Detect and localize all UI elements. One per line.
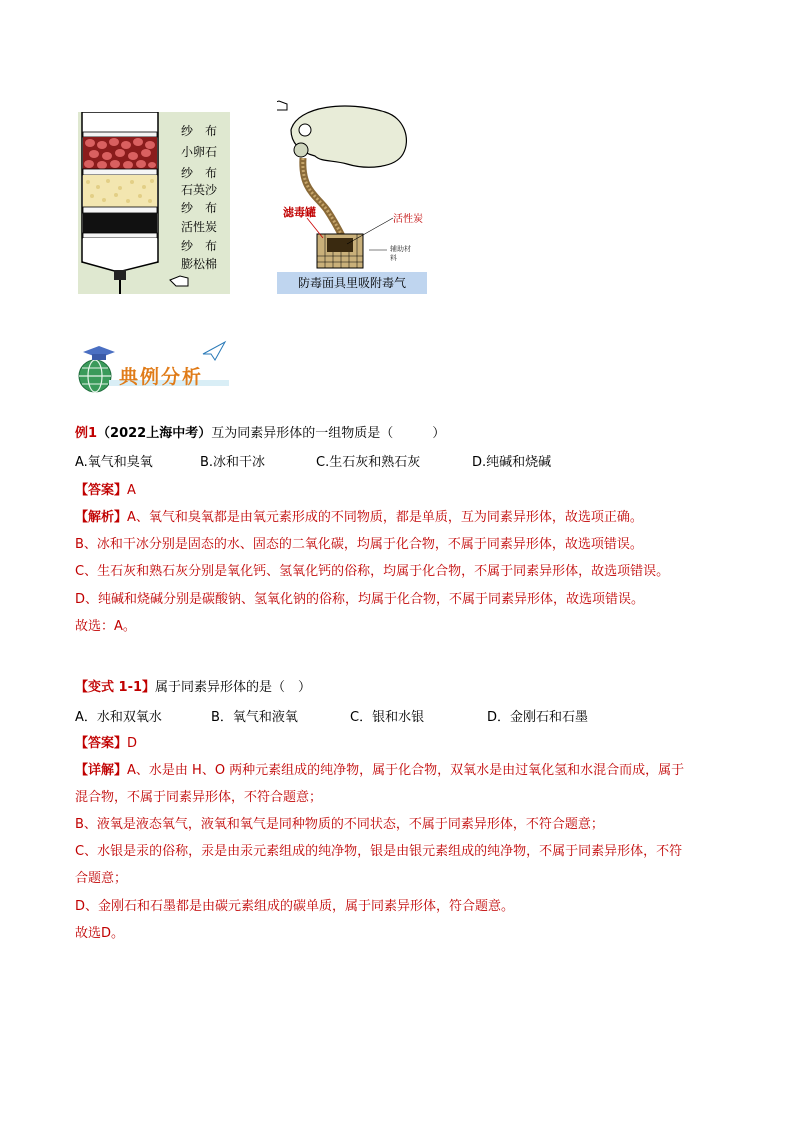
filter-label-cotton: 膨松棉 (181, 257, 218, 271)
variant1-option-d: D．金刚石和石墨 (487, 710, 589, 725)
example1-prefix: 例1 (75, 426, 98, 441)
carbon-label: 活性炭 (393, 214, 423, 225)
section-banner (75, 340, 235, 396)
example1-question (75, 425, 445, 443)
gas-mask-figure (277, 100, 427, 294)
variant1-detail-c2: 合题意； (75, 871, 128, 886)
example1-analysis-a (75, 509, 643, 527)
answer-tag: 【答案】 (75, 483, 128, 498)
filter-label-gauze-1: 纱 布 (181, 124, 218, 138)
variant1-detail-a2: 混合物，不属于同素异形体，不符合题意； (75, 790, 323, 805)
section-title: 典例分析 (119, 366, 204, 388)
variant1-detail-c1: C、水银是汞的俗称，汞是由汞元素组成的纯净物，银是由银元素组成的纯净物，不属于同素异形体，不符 (75, 844, 683, 859)
mask-caption: 防毒面具里吸附毒气 (277, 272, 427, 294)
variant1-question (75, 679, 311, 697)
example1-analysis-c: C、生石灰和熟石灰分别是氧化钙、氢氧化钙的俗称，均属于化合物，不属于同素异形体，故选项错误。 (75, 564, 670, 579)
canister-label: 滤毒罐 (283, 206, 316, 219)
variant1-option-b: B．氧气和液氧 (211, 710, 298, 725)
answer-tag: 【答案】 (75, 736, 128, 751)
detail-tag: 【详解】 (75, 763, 128, 778)
example1-question-text: 互为同素异形体的一组物质是（ ） (211, 426, 446, 441)
example1-source: （2022上海中考） (97, 426, 212, 441)
auxiliary-material-label: 辅助材料 (390, 245, 411, 262)
example1-analysis-d: D、纯碱和烧碱分别是碳酸钠、氢氧化钠的俗称，均属于化合物，不属于同素异形体，故选项错误。 (75, 592, 645, 607)
variant1-options (75, 709, 588, 727)
variant1-answer (75, 735, 137, 753)
example1-answer (75, 482, 136, 500)
example1-option-d: D.纯碱和烧碱 (472, 455, 552, 470)
filter-label-gauze-3: 纱 布 (181, 201, 218, 215)
analysis-tag: 【解析】 (75, 510, 128, 525)
filter-label-pebbles: 小卵石 (181, 145, 218, 159)
example1-option-a: A.氧气和臭氧 (75, 455, 153, 470)
example1-analysis-b: B、冰和干冰分别是固态的水、固态的二氧化碳，均属于化合物，不属于同素异形体，故选项错误。 (75, 537, 643, 552)
example1-options (75, 454, 551, 472)
variant1-conclusion: 故选D。 (75, 926, 125, 941)
variant1-detail-d: D、金刚石和石墨都是由碳元素组成的碳单质，属于同素异形体，符合题意。 (75, 899, 515, 914)
filter-label-gauze-2: 纱 布 (181, 166, 218, 180)
variant1-tag: 【变式 1-1】 (75, 680, 156, 695)
analysis-text: A、氧气和臭氧都是由氧元素形成的不同物质，都是单质，互为同素异形体，故选项正确。 (127, 510, 643, 525)
variant1-option-a: A．水和双氧水 (75, 710, 162, 725)
example1-option-c: C.生石灰和熟石灰 (316, 455, 421, 470)
example1-conclusion: 故选：A。 (75, 619, 136, 634)
filter-label-gauze-4: 纱 布 (181, 239, 218, 253)
detail-text: A、水是由 H、O 两种元素组成的纯净物，属于化合物，双氧水是由过氧化氢和水混合而成，属于 (127, 763, 685, 778)
example1-answer-value: A (127, 483, 136, 498)
variant1-option-c: C．银和水银 (350, 710, 425, 725)
variant1-question-text: 属于同素异形体的是（ ） (155, 680, 312, 695)
filter-label-quartz-sand: 石英沙 (181, 183, 218, 197)
filter-label-activated-carbon: 活性炭 (181, 220, 218, 234)
variant1-answer-value: D (127, 736, 138, 751)
variant1-detail-b: B、液氧是液态氧气，液氧和氧气是同种物质的不同状态，不属于同素异形体，不符合题意； (75, 817, 604, 832)
example1-option-b: B.冰和干冰 (200, 455, 266, 470)
variant1-detail-a1 (75, 762, 684, 780)
